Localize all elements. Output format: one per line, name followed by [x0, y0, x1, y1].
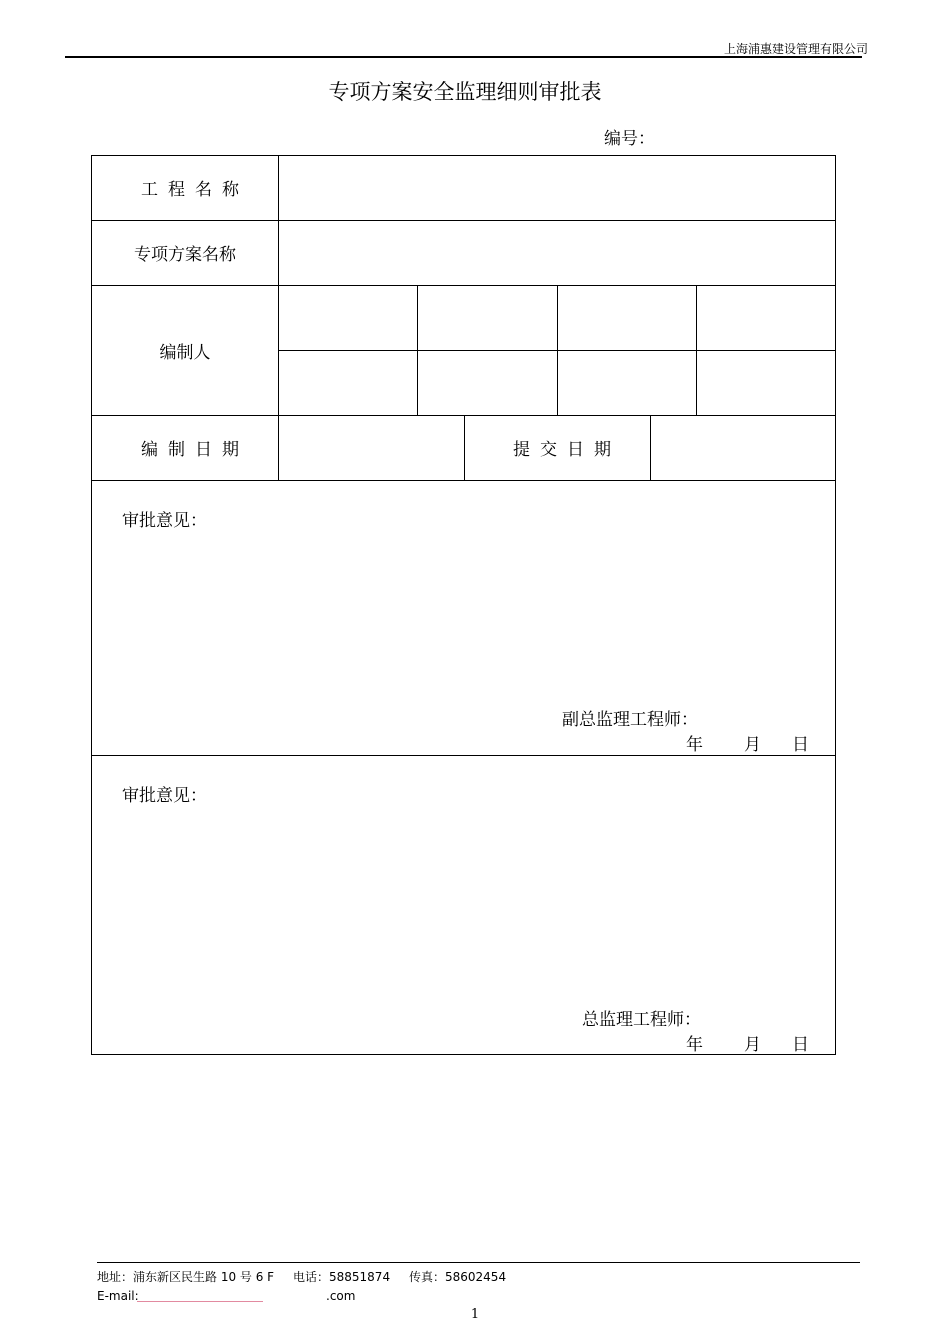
- plan-name-label: 专项方案名称: [134, 245, 236, 265]
- compile-date-label: 编制日期: [141, 440, 249, 460]
- plan-name-field[interactable]: [279, 221, 834, 284]
- page-title: 专项方案安全监理细则审批表: [328, 80, 602, 104]
- email-underline: [137, 1301, 263, 1302]
- footer-phone: 电话：58851874: [293, 1270, 391, 1284]
- year-label: 年: [686, 735, 703, 755]
- footer-rule: [97, 1262, 860, 1263]
- table-divider: [696, 285, 697, 415]
- month-label: 月: [744, 735, 761, 755]
- table-divider: [557, 285, 558, 415]
- document-number-label: 编号：: [604, 129, 655, 149]
- chief-engineer-label: 总监理工程师：: [582, 1010, 701, 1030]
- author-label: 编制人: [159, 342, 211, 363]
- year-label: 年: [686, 1035, 703, 1055]
- day-label: 日: [792, 735, 809, 755]
- company-name: 上海浦惠建设管理有限公司: [723, 42, 868, 56]
- approval-opinion-label: 审批意见：: [122, 511, 207, 531]
- deputy-chief-engineer-label: 副总监理工程师：: [562, 710, 698, 730]
- table-border-right: [835, 155, 836, 1055]
- submit-date-field[interactable]: [651, 416, 834, 479]
- project-name-label: 工程名称: [141, 180, 249, 200]
- footer-email-suffix: .com: [326, 1289, 356, 1303]
- footer-email-label: E-mail:: [97, 1289, 139, 1303]
- table-border-bottom: [92, 1054, 835, 1055]
- submit-date-label: 提交日期: [513, 440, 621, 460]
- footer-address: 地址：浦东新区民生路 10 号 6 F: [97, 1270, 275, 1284]
- header-rule: [65, 56, 862, 58]
- table-rule: [92, 755, 835, 756]
- approval-opinion-label: 审批意见：: [122, 786, 207, 806]
- page-number: 1: [470, 1307, 480, 1322]
- month-label: 月: [744, 1035, 761, 1055]
- compile-date-field[interactable]: [279, 416, 463, 479]
- table-divider: [417, 285, 418, 415]
- project-name-field[interactable]: [279, 156, 834, 219]
- footer-fax: 传真：58602454: [409, 1270, 507, 1284]
- day-label: 日: [792, 1035, 809, 1055]
- table-rule: [92, 480, 835, 481]
